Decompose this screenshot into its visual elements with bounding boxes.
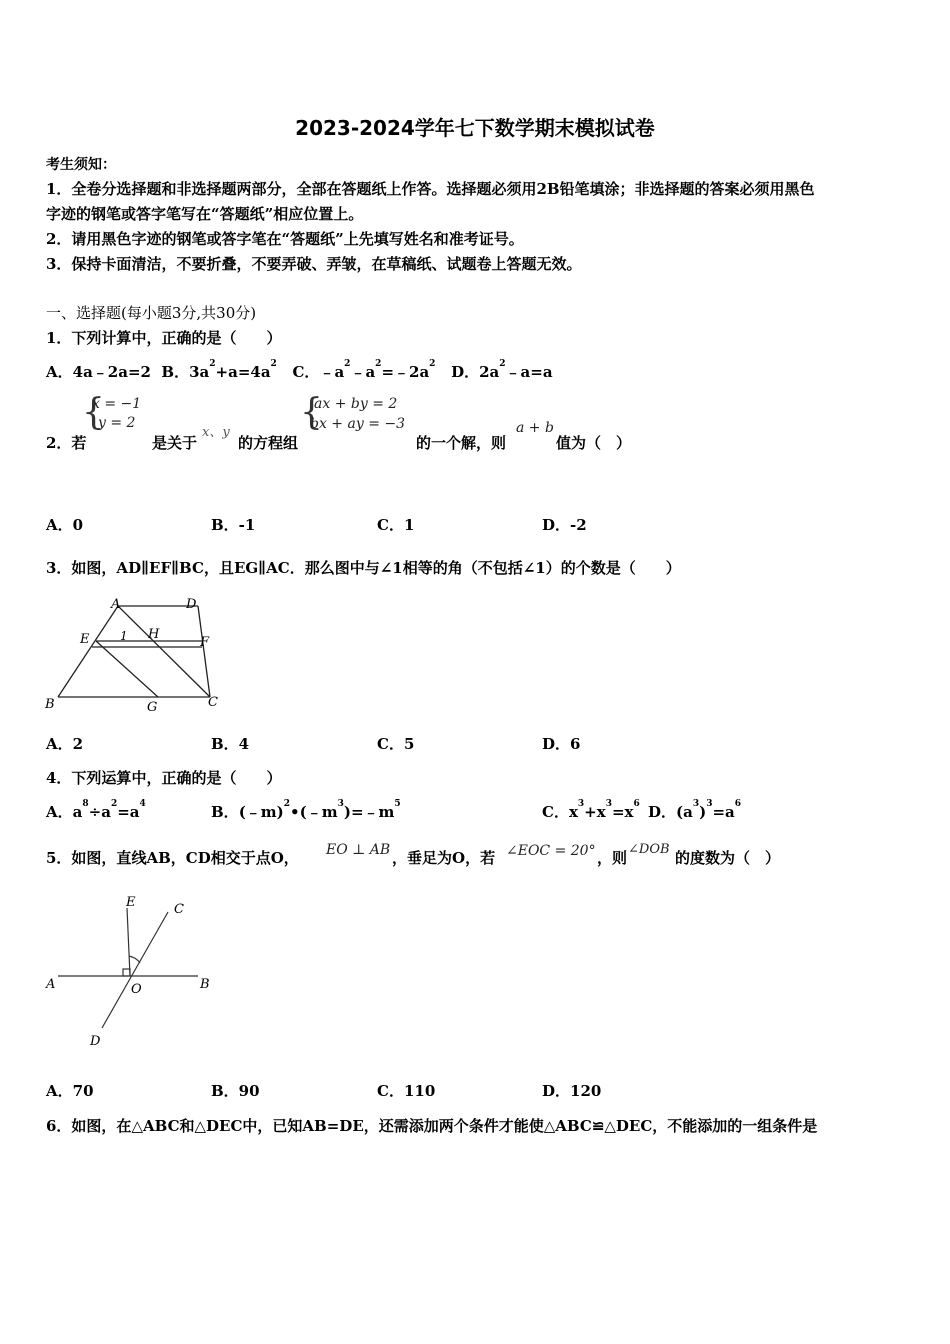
label-o: O xyxy=(131,982,142,997)
q2-variables: x、y xyxy=(202,425,230,440)
q1-d-exp: 2 xyxy=(499,359,506,369)
q2-system2-row1: ax + by = 2 xyxy=(314,396,398,412)
q4-a-exp: 8 xyxy=(82,799,89,809)
notice-line-3: 3．保持卡面清洁，不要折叠，不要弄破、弄皱，在草稿纸、试题卷上答题无效。 xyxy=(46,255,582,273)
q3-stem: 3．如图，AD∥EF∥BC，且EG∥AC．那么图中与∠1相等的角（不包括∠1）的个数是（ ） xyxy=(46,559,681,577)
notice-heading: 考生须知： xyxy=(46,157,116,173)
q2-option-d: D．-2 xyxy=(542,516,587,534)
q1-b-text: +a=4a xyxy=(215,363,271,381)
q5-option-c: C．110 xyxy=(377,1082,436,1100)
q4-option-a xyxy=(46,801,146,822)
right-angle-mark xyxy=(123,969,130,976)
q3-figure xyxy=(40,592,240,722)
q4-d-exp: 3 xyxy=(692,799,700,809)
q4-d-label: D． xyxy=(648,803,677,821)
label-e: E xyxy=(80,632,90,647)
q2-expression: a + b xyxy=(516,420,554,436)
q1-c-exp: 2 xyxy=(429,359,436,369)
q2-text-5: 值为（ ） xyxy=(556,434,632,452)
q4-b-exp: 3 xyxy=(337,799,344,809)
line-cd xyxy=(102,912,168,1028)
q5-text-3: ，则 xyxy=(597,849,628,867)
q1-b-text: 3a xyxy=(189,363,210,381)
q5-math-dob: ∠DOB xyxy=(628,842,670,857)
q1-option-a: 4a﹣2a=2 xyxy=(72,363,151,381)
label-g: G xyxy=(147,700,158,715)
line-eo xyxy=(127,908,130,976)
label-a: A xyxy=(111,597,121,612)
q1-stem: 1．下列计算中，正确的是（ ） xyxy=(46,329,282,347)
line-ac xyxy=(118,606,210,697)
q4-c-exp: 6 xyxy=(633,799,640,809)
q6-stem: 6．如图，在△ABC和△DEC中，已知AB=DE，还需添加两个条件才能使△ABC≌△DEC，不能添加的一组条件是 xyxy=(46,1117,818,1135)
q4-a-text: =a xyxy=(117,803,140,821)
q4-c-text: =x xyxy=(611,803,634,821)
q5-text-2: ，垂足为O，若 xyxy=(392,849,496,867)
q4-b-exp: 5 xyxy=(394,799,401,809)
label-d: D xyxy=(90,1034,101,1049)
q5-math-angle: ∠EOC = 20° xyxy=(506,843,596,859)
q4-d-text: =a xyxy=(712,803,735,821)
q5-option-a: A．70 xyxy=(46,1082,94,1100)
system-brace-2: { xyxy=(300,392,323,433)
page-title: 2023-2024学年七下数学期末模拟试卷 xyxy=(295,116,655,140)
q1-b-exp: 2 xyxy=(209,359,216,369)
notice-line-1a: 1．全卷分选择题和非选择题两部分，全部在答题纸上作答。选择题必须用2B铅笔填涂；非选择题的答案必须用黑色 xyxy=(46,180,815,198)
label-b: B xyxy=(45,697,55,712)
q4-c-exp: 3 xyxy=(577,799,585,809)
q4-a-exp: 4 xyxy=(139,799,146,809)
q4-a-text: a xyxy=(72,803,83,821)
q4-a-label: A． xyxy=(46,803,73,821)
q3-option-b: B．4 xyxy=(211,735,250,753)
label-f: F xyxy=(200,635,210,650)
q1-d-text: 2a xyxy=(479,363,500,381)
q4-c-exp: 3 xyxy=(605,799,612,809)
section-heading: 一、选择题(每小题3分,共30分) xyxy=(46,304,257,322)
q4-c-text: x xyxy=(568,803,578,821)
q4-b-text: (﹣m) xyxy=(238,803,284,821)
q4-option-d xyxy=(648,801,741,822)
q2-text-4: 的一个解，则 xyxy=(416,434,507,452)
q1-c-exp: 2 xyxy=(344,359,351,369)
q1-c-text: =﹣2a xyxy=(381,363,430,381)
q5-text-4: 的度数为（ ） xyxy=(675,849,781,867)
q5-option-b: B．90 xyxy=(211,1082,260,1100)
q5-figure xyxy=(40,888,230,1053)
q1-c-text: ﹣a xyxy=(350,363,376,381)
label-angle-1: 1 xyxy=(120,629,128,643)
q2-text-2: 是关于 xyxy=(152,434,198,452)
q4-option-b xyxy=(211,801,401,822)
q2-option-c: C．1 xyxy=(377,516,415,534)
q3-option-c: C．5 xyxy=(377,735,415,753)
line-dc xyxy=(198,606,210,697)
line-ab xyxy=(58,606,118,697)
q4-option-c xyxy=(542,801,640,822)
q4-d-exp: 3 xyxy=(706,799,713,809)
q1-b-exp: 2 xyxy=(270,359,277,369)
system-brace-1: { xyxy=(82,392,105,433)
q4-a-exp: 2 xyxy=(110,799,118,809)
notice-line-1b: 字迹的钢笔或答字笔写在“答题纸”相应位置上。 xyxy=(46,205,364,223)
q1-c-exp: 2 xyxy=(375,359,382,369)
label-a: A xyxy=(46,977,56,992)
label-d: D xyxy=(186,597,197,612)
q5-math-perp: EO ⊥ AB xyxy=(326,842,391,858)
q5-text-1: 5．如图，直线AB，CD相交于点O， xyxy=(46,849,299,867)
q1-d-text: ﹣a=a xyxy=(505,363,553,381)
q2-option-a: A．0 xyxy=(46,516,84,534)
q2-option-b: B．-1 xyxy=(211,516,256,534)
q1-option-c-label: C． xyxy=(292,363,320,381)
q4-d-exp: 6 xyxy=(734,799,742,809)
q3-option-d: D．6 xyxy=(542,735,581,753)
q2-text-1: 2．若 xyxy=(46,434,87,452)
q5-option-d: D．120 xyxy=(542,1082,602,1100)
q4-d-text: (a xyxy=(676,803,693,821)
q4-stem: 4．下列运算中，正确的是（ ） xyxy=(46,769,282,787)
label-b: B xyxy=(200,977,210,992)
label-c: C xyxy=(208,695,218,710)
q4-b-exp: 2 xyxy=(283,799,291,809)
q2-system1-row2: y = 2 xyxy=(98,415,136,431)
label-e: E xyxy=(126,895,136,910)
q1-options xyxy=(46,361,553,382)
q4-b-text: •(﹣m xyxy=(290,803,338,821)
label-c: C xyxy=(174,902,184,917)
q4-a-text: ÷a xyxy=(88,803,111,821)
q1-option-a-label: A． xyxy=(46,363,73,381)
notice-line-2: 2．请用黑色字迹的钢笔或答字笔在“答题纸”上先填写姓名和准考证号。 xyxy=(46,230,524,248)
q4-b-text: )=﹣m xyxy=(343,803,395,821)
line-eg xyxy=(96,641,158,697)
q2-system1-row1: x = −1 xyxy=(92,396,142,412)
q2-text-3: 的方程组 xyxy=(238,434,299,452)
q4-c-text: +x xyxy=(584,803,606,821)
angle-arc xyxy=(129,956,140,963)
label-h: H xyxy=(148,627,160,642)
q4-b-label: B． xyxy=(211,803,239,821)
q1-c-text: ﹣a xyxy=(319,363,345,381)
q2-system2-row2: bx + ay = −3 xyxy=(310,416,406,432)
q3-option-a: A．2 xyxy=(46,735,84,753)
q4-d-text: ) xyxy=(699,803,707,821)
q1-option-b-label: B． xyxy=(161,363,190,381)
q1-option-d-label: D． xyxy=(451,363,480,381)
q4-c-label: C． xyxy=(542,803,569,821)
